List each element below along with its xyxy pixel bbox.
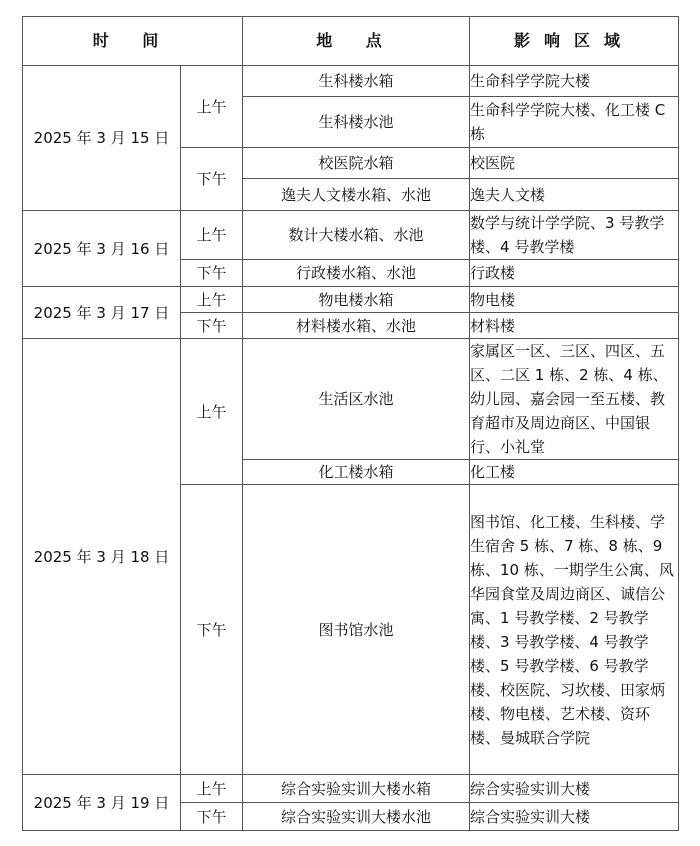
location-cell: 生科楼水箱 [243, 66, 470, 97]
area-cell: 逸夫人文楼 [470, 179, 679, 211]
table-row [23, 211, 679, 260]
area-cell: 生命科学学院大楼 [470, 66, 679, 97]
header-area: 影响区域 [470, 17, 679, 66]
table-row [23, 66, 679, 97]
period-cell: 上午 [181, 775, 243, 803]
location-cell: 图书馆水池 [243, 485, 470, 775]
date-cell: 2025 年 3 月 15 日 [23, 66, 181, 211]
period-cell: 上午 [181, 339, 243, 485]
location-cell: 数计大楼水箱、水池 [243, 211, 470, 260]
location-cell: 综合实验实训大楼水池 [243, 803, 470, 831]
area-cell: 化工楼 [470, 460, 679, 485]
table-row [23, 339, 679, 460]
area-cell: 行政楼 [470, 260, 679, 287]
area-cell: 物电楼 [470, 287, 679, 313]
area-cell: 图书馆、化工楼、生科楼、学生宿舍 5 栋、7 栋、8 栋、9 栋、10 栋、一期学生公寓、风华园食堂及周边商区、诚信公寓、1 号教学楼、2 号教学楼、3 号教学楼、4 号教学楼、5 号教学楼、6 号教学楼、校医院、习坎楼、田家炳楼、物电楼、艺术楼、资环楼、曼城联合学院 [470, 485, 679, 775]
date-cell: 2025 年 3 月 18 日 [23, 339, 181, 775]
table-row [23, 775, 679, 803]
location-cell: 化工楼水箱 [243, 460, 470, 485]
area-cell: 数学与统计学学院、3 号教学楼、4 号教学楼 [470, 211, 679, 260]
period-cell: 下午 [181, 803, 243, 831]
period-cell: 上午 [181, 211, 243, 260]
area-cell: 家属区一区、三区、四区、五区、二区 1 栋、2 栋、4 栋、幼儿园、嘉会园一至五楼、教育超市及周边商区、中国银行、小礼堂 [470, 339, 679, 460]
header-time: 时 间 [23, 17, 243, 66]
date-cell: 2025 年 3 月 16 日 [23, 211, 181, 287]
location-cell: 行政楼水箱、水池 [243, 260, 470, 287]
location-cell: 校医院水箱 [243, 148, 470, 179]
location-cell: 物电楼水箱 [243, 287, 470, 313]
location-cell: 逸夫人文楼水箱、水池 [243, 179, 470, 211]
period-cell: 下午 [181, 485, 243, 775]
period-cell: 下午 [181, 260, 243, 287]
location-cell: 材料楼水箱、水池 [243, 313, 470, 339]
water-outage-schedule-table [22, 16, 679, 831]
period-cell: 下午 [181, 313, 243, 339]
period-cell: 下午 [181, 148, 243, 211]
location-cell: 生科楼水池 [243, 97, 470, 148]
header-row [23, 17, 679, 66]
period-cell: 上午 [181, 66, 243, 148]
area-cell: 材料楼 [470, 313, 679, 339]
period-cell: 上午 [181, 287, 243, 313]
area-cell: 生命科学学院大楼、化工楼 C 栋 [470, 97, 679, 148]
area-cell: 综合实验实训大楼 [470, 775, 679, 803]
date-cell: 2025 年 3 月 19 日 [23, 775, 181, 831]
location-cell: 生活区水池 [243, 339, 470, 460]
location-cell: 综合实验实训大楼水箱 [243, 775, 470, 803]
header-location: 地 点 [243, 17, 470, 66]
area-cell: 综合实验实训大楼 [470, 803, 679, 831]
area-cell: 校医院 [470, 148, 679, 179]
table-row [23, 287, 679, 313]
date-cell: 2025 年 3 月 17 日 [23, 287, 181, 339]
